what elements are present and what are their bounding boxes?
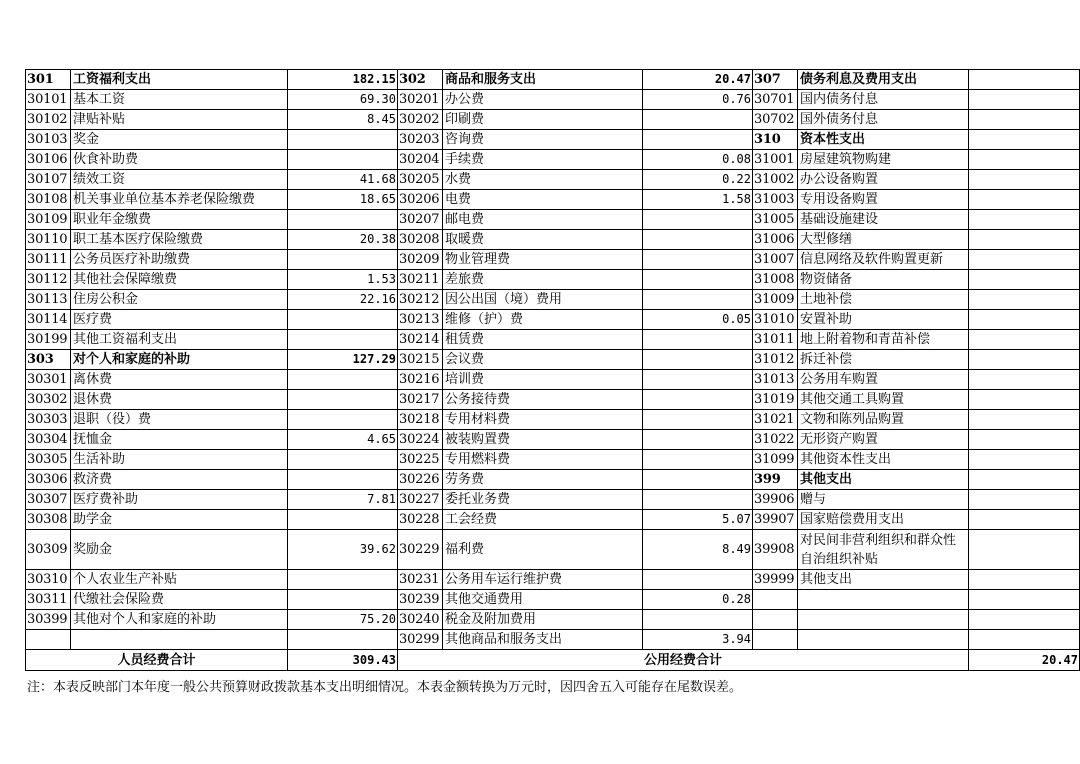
section-b-code: 30207 (398, 210, 443, 230)
section-a-amount (288, 570, 398, 590)
section-c-code: 30702 (753, 110, 798, 130)
section-b-amount (643, 390, 753, 410)
section-b-name: 咨询费 (443, 130, 643, 150)
section-a-name: 职工基本医疗保险缴费 (71, 230, 288, 250)
section-a-amount: 20.38 (288, 230, 398, 250)
section-a-amount: 41.68 (288, 170, 398, 190)
section-a-code: 30301 (26, 370, 71, 390)
table-row (26, 70, 1080, 90)
section-a-name: 奖金 (71, 130, 288, 150)
table-row (26, 90, 1080, 110)
section-a-code: 30308 (26, 510, 71, 530)
section-a-name: 救济费 (71, 470, 288, 490)
section-c-name: 拆迁补偿 (798, 350, 969, 370)
section-a-code: 30303 (26, 410, 71, 430)
table-row (26, 410, 1080, 430)
public-total-value: 20.47 (969, 650, 1080, 671)
section-b-name: 培训费 (443, 370, 643, 390)
section-c-code: 39906 (753, 490, 798, 510)
section-c-code: 31002 (753, 170, 798, 190)
section-b-name: 取暖费 (443, 230, 643, 250)
section-c-amount (969, 510, 1080, 530)
section-b-code: 30240 (398, 610, 443, 630)
section-c-name (798, 630, 969, 650)
section-b-code: 30203 (398, 130, 443, 150)
section-b-amount: 0.08 (643, 150, 753, 170)
section-c-code: 31011 (753, 330, 798, 350)
section-c-amount (969, 370, 1080, 390)
section-a-name: 机关事业单位基本养老保险缴费 (71, 190, 288, 210)
section-b-name: 邮电费 (443, 210, 643, 230)
totals-row (26, 650, 1080, 671)
section-a-amount (288, 390, 398, 410)
section-b-amount (643, 130, 753, 150)
section-c-name: 国家赔偿费用支出 (798, 510, 969, 530)
section-c-code: 399 (753, 470, 798, 490)
section-b-name: 其他交通费用 (443, 590, 643, 610)
section-a-amount (288, 130, 398, 150)
section-c-amount (969, 530, 1080, 570)
table-row (26, 450, 1080, 470)
section-b-name: 税金及附加费用 (443, 610, 643, 630)
section-a-name: 医疗费 (71, 310, 288, 330)
section-c-amount (969, 330, 1080, 350)
section-b-amount (643, 230, 753, 250)
table-row (26, 190, 1080, 210)
section-a-amount: 39.62 (288, 530, 398, 570)
section-b-amount: 0.05 (643, 310, 753, 330)
section-c-name (798, 610, 969, 630)
section-a-name: 伙食补助费 (71, 150, 288, 170)
section-c-amount (969, 290, 1080, 310)
section-b-name: 被装购置费 (443, 430, 643, 450)
section-a-code: 30108 (26, 190, 71, 210)
section-c-code: 307 (753, 70, 798, 90)
section-c-amount (969, 610, 1080, 630)
section-b-code: 30215 (398, 350, 443, 370)
section-a-name: 对个人和家庭的补助 (71, 350, 288, 370)
section-c-name: 文物和陈列品购置 (798, 410, 969, 430)
section-c-code: 39908 (753, 530, 798, 570)
section-b-name: 工会经费 (443, 510, 643, 530)
section-b-amount (643, 350, 753, 370)
section-b-name: 维修（护）费 (443, 310, 643, 330)
section-b-amount (643, 210, 753, 230)
section-a-amount (288, 150, 398, 170)
section-c-name: 国外债务付息 (798, 110, 969, 130)
section-b-name: 专用燃料费 (443, 450, 643, 470)
section-a-amount (288, 210, 398, 230)
section-a-code: 30106 (26, 150, 71, 170)
section-b-name: 劳务费 (443, 470, 643, 490)
section-c-amount (969, 490, 1080, 510)
section-c-code: 31003 (753, 190, 798, 210)
section-a-code: 30103 (26, 130, 71, 150)
section-b-name: 租赁费 (443, 330, 643, 350)
section-b-amount: 0.28 (643, 590, 753, 610)
section-c-name: 无形资产购置 (798, 430, 969, 450)
section-a-name: 助学金 (71, 510, 288, 530)
section-b-amount (643, 270, 753, 290)
section-b-code: 30231 (398, 570, 443, 590)
section-b-name: 物业管理费 (443, 250, 643, 270)
section-b-name: 水费 (443, 170, 643, 190)
section-c-name: 物资储备 (798, 270, 969, 290)
section-c-code: 30701 (753, 90, 798, 110)
section-a-code: 30399 (26, 610, 71, 630)
section-c-name: 安置补助 (798, 310, 969, 330)
section-a-code: 30305 (26, 450, 71, 470)
section-c-amount (969, 590, 1080, 610)
section-c-code: 31013 (753, 370, 798, 390)
section-a-amount: 127.29 (288, 350, 398, 370)
section-c-amount (969, 70, 1080, 90)
section-c-amount (969, 90, 1080, 110)
section-c-code (753, 610, 798, 630)
table-row (26, 350, 1080, 370)
section-c-code: 31019 (753, 390, 798, 410)
section-a-amount: 8.45 (288, 110, 398, 130)
section-c-code: 31006 (753, 230, 798, 250)
section-b-code: 30201 (398, 90, 443, 110)
section-a-code: 30113 (26, 290, 71, 310)
section-c-amount (969, 470, 1080, 490)
section-c-name: 信息网络及软件购置更新 (798, 250, 969, 270)
section-a-name: 退休费 (71, 390, 288, 410)
section-a-amount (288, 590, 398, 610)
section-b-code: 30229 (398, 530, 443, 570)
section-a-code: 30102 (26, 110, 71, 130)
section-b-name: 电费 (443, 190, 643, 210)
section-c-code: 31007 (753, 250, 798, 270)
section-a-code: 30304 (26, 430, 71, 450)
table-row (26, 610, 1080, 630)
section-c-code: 310 (753, 130, 798, 150)
section-b-amount (643, 410, 753, 430)
section-b-code: 302 (398, 70, 443, 90)
section-c-code: 39907 (753, 510, 798, 530)
section-c-name: 对民间非营利组织和群众性自治组织补贴 (798, 530, 969, 570)
section-b-amount (643, 470, 753, 490)
section-c-amount (969, 570, 1080, 590)
section-b-code: 30226 (398, 470, 443, 490)
table-row (26, 250, 1080, 270)
section-a-code: 30107 (26, 170, 71, 190)
section-c-name: 房屋建筑物购建 (798, 150, 969, 170)
section-a-amount (288, 250, 398, 270)
table-row (26, 290, 1080, 310)
section-a-code: 30110 (26, 230, 71, 250)
section-c-code: 39999 (753, 570, 798, 590)
section-b-code: 30227 (398, 490, 443, 510)
section-b-amount (643, 490, 753, 510)
table-row (26, 390, 1080, 410)
section-a-name: 生活补助 (71, 450, 288, 470)
section-a-amount (288, 370, 398, 390)
table-footnote: 注：本表反映部门本年度一般公共预算财政拨款基本支出明细情况。本表金额转换为万元时，因四舍五入可能存在尾数误差。 (27, 680, 743, 695)
section-c-amount (969, 250, 1080, 270)
section-b-code: 30206 (398, 190, 443, 210)
section-c-name: 国内债务付息 (798, 90, 969, 110)
table-row (26, 130, 1080, 150)
section-a-code: 30310 (26, 570, 71, 590)
section-a-name: 其他对个人和家庭的补助 (71, 610, 288, 630)
section-b-code: 30225 (398, 450, 443, 470)
section-a-amount: 22.16 (288, 290, 398, 310)
section-c-code (753, 590, 798, 610)
section-b-amount: 5.07 (643, 510, 753, 530)
section-b-amount (643, 330, 753, 350)
section-a-amount: 18.65 (288, 190, 398, 210)
section-b-name: 手续费 (443, 150, 643, 170)
section-b-name: 商品和服务支出 (443, 70, 643, 90)
section-b-name: 委托业务费 (443, 490, 643, 510)
section-a-code: 30109 (26, 210, 71, 230)
section-a-name (71, 630, 288, 650)
section-a-amount: 7.81 (288, 490, 398, 510)
section-b-amount (643, 610, 753, 630)
section-c-amount (969, 310, 1080, 330)
section-b-code: 30224 (398, 430, 443, 450)
section-b-amount (643, 450, 753, 470)
section-b-amount (643, 370, 753, 390)
section-a-amount (288, 630, 398, 650)
table-row (26, 370, 1080, 390)
section-c-amount (969, 630, 1080, 650)
section-a-name: 代缴社会保险费 (71, 590, 288, 610)
table-row (26, 470, 1080, 490)
section-a-code: 30112 (26, 270, 71, 290)
section-a-name: 抚恤金 (71, 430, 288, 450)
section-a-code: 30311 (26, 590, 71, 610)
section-b-name: 公务用车运行维护费 (443, 570, 643, 590)
section-c-amount (969, 270, 1080, 290)
section-b-name: 差旅费 (443, 270, 643, 290)
section-b-code: 30216 (398, 370, 443, 390)
table-row (26, 490, 1080, 510)
section-a-amount: 1.53 (288, 270, 398, 290)
section-c-name: 资本性支出 (798, 130, 969, 150)
section-c-code: 31021 (753, 410, 798, 430)
section-c-amount (969, 170, 1080, 190)
section-c-code: 31001 (753, 150, 798, 170)
table-row (26, 310, 1080, 330)
section-a-code: 303 (26, 350, 71, 370)
table-row (26, 270, 1080, 290)
table-row (26, 170, 1080, 190)
section-a-code: 30302 (26, 390, 71, 410)
section-a-amount (288, 450, 398, 470)
table-row (26, 510, 1080, 530)
section-a-name: 基本工资 (71, 90, 288, 110)
section-c-amount (969, 130, 1080, 150)
section-c-amount (969, 350, 1080, 370)
section-c-name (798, 590, 969, 610)
section-c-name: 土地补偿 (798, 290, 969, 310)
section-c-name: 地上附着物和青苗补偿 (798, 330, 969, 350)
table-row (26, 630, 1080, 650)
section-c-code: 31022 (753, 430, 798, 450)
section-c-amount (969, 210, 1080, 230)
section-c-code: 31099 (753, 450, 798, 470)
section-a-name: 绩效工资 (71, 170, 288, 190)
section-a-name: 公务员医疗补助缴费 (71, 250, 288, 270)
section-a-name: 个人农业生产补贴 (71, 570, 288, 590)
section-a-name: 职业年金缴费 (71, 210, 288, 230)
section-b-name: 会议费 (443, 350, 643, 370)
section-c-code: 31012 (753, 350, 798, 370)
section-c-amount (969, 110, 1080, 130)
section-a-name: 离休费 (71, 370, 288, 390)
section-b-name: 印刷费 (443, 110, 643, 130)
section-a-name: 其他工资福利支出 (71, 330, 288, 350)
table-row (26, 570, 1080, 590)
section-b-amount: 3.94 (643, 630, 753, 650)
basic-expenditure-table (25, 69, 1080, 671)
section-c-name: 其他支出 (798, 470, 969, 490)
section-b-amount: 0.76 (643, 90, 753, 110)
section-b-amount (643, 250, 753, 270)
section-a-amount: 4.65 (288, 430, 398, 450)
table-row (26, 110, 1080, 130)
section-a-name: 住房公积金 (71, 290, 288, 310)
section-a-code: 30114 (26, 310, 71, 330)
table-row (26, 210, 1080, 230)
section-c-amount (969, 450, 1080, 470)
section-a-code: 301 (26, 70, 71, 90)
section-b-name: 其他商品和服务支出 (443, 630, 643, 650)
personnel-total-label: 人员经费合计 (26, 650, 288, 671)
section-b-code: 30204 (398, 150, 443, 170)
table-row (26, 530, 1080, 570)
section-a-name: 退职（役）费 (71, 410, 288, 430)
section-b-amount (643, 290, 753, 310)
section-a-name: 工资福利支出 (71, 70, 288, 90)
section-a-name: 其他社会保障缴费 (71, 270, 288, 290)
section-b-code: 30213 (398, 310, 443, 330)
section-c-amount (969, 150, 1080, 170)
section-c-code: 31010 (753, 310, 798, 330)
section-c-name: 其他交通工具购置 (798, 390, 969, 410)
section-b-amount (643, 110, 753, 130)
section-c-amount (969, 230, 1080, 250)
personnel-total-value: 309.43 (288, 650, 398, 671)
section-c-name: 债务利息及费用支出 (798, 70, 969, 90)
section-c-amount (969, 410, 1080, 430)
section-b-code: 30212 (398, 290, 443, 310)
section-b-amount (643, 430, 753, 450)
table-row (26, 430, 1080, 450)
section-a-name: 医疗费补助 (71, 490, 288, 510)
section-c-amount (969, 430, 1080, 450)
section-b-code: 30218 (398, 410, 443, 430)
section-c-code: 31005 (753, 210, 798, 230)
section-a-name: 津贴补贴 (71, 110, 288, 130)
section-a-name: 奖励金 (71, 530, 288, 570)
section-a-amount: 182.15 (288, 70, 398, 90)
section-c-amount (969, 190, 1080, 210)
section-b-code: 30209 (398, 250, 443, 270)
section-c-name: 大型修缮 (798, 230, 969, 250)
section-a-code: 30309 (26, 530, 71, 570)
section-b-code: 30214 (398, 330, 443, 350)
section-a-amount (288, 470, 398, 490)
section-c-name: 其他支出 (798, 570, 969, 590)
section-b-code: 30208 (398, 230, 443, 250)
table-row (26, 590, 1080, 610)
section-a-amount (288, 310, 398, 330)
section-c-name: 赠与 (798, 490, 969, 510)
section-b-amount: 20.47 (643, 70, 753, 90)
section-b-code: 30202 (398, 110, 443, 130)
section-a-code: 30306 (26, 470, 71, 490)
section-b-code: 30205 (398, 170, 443, 190)
section-c-name: 公务用车购置 (798, 370, 969, 390)
section-b-name: 办公费 (443, 90, 643, 110)
section-b-code: 30211 (398, 270, 443, 290)
section-c-name: 基础设施建设 (798, 210, 969, 230)
section-b-code: 30239 (398, 590, 443, 610)
section-b-amount (643, 570, 753, 590)
table-row (26, 230, 1080, 250)
section-b-name: 福利费 (443, 530, 643, 570)
section-a-code: 30307 (26, 490, 71, 510)
section-c-name: 办公设备购置 (798, 170, 969, 190)
section-a-amount (288, 510, 398, 530)
table-body (26, 70, 1080, 650)
section-a-code: 30111 (26, 250, 71, 270)
section-b-code: 30217 (398, 390, 443, 410)
section-b-amount: 0.22 (643, 170, 753, 190)
public-total-label: 公用经费合计 (398, 650, 969, 671)
section-b-name: 公务接待费 (443, 390, 643, 410)
section-a-code (26, 630, 71, 650)
section-c-name: 其他资本性支出 (798, 450, 969, 470)
table-row (26, 330, 1080, 350)
section-b-amount: 8.49 (643, 530, 753, 570)
section-b-name: 专用材料费 (443, 410, 643, 430)
section-a-amount: 69.30 (288, 90, 398, 110)
section-a-amount: 75.20 (288, 610, 398, 630)
section-b-name: 因公出国（境）费用 (443, 290, 643, 310)
section-c-code: 31008 (753, 270, 798, 290)
section-c-code (753, 630, 798, 650)
section-b-code: 30299 (398, 630, 443, 650)
section-c-amount (969, 390, 1080, 410)
section-a-code: 30199 (26, 330, 71, 350)
section-a-amount (288, 330, 398, 350)
section-a-amount (288, 410, 398, 430)
section-b-code: 30228 (398, 510, 443, 530)
section-c-code: 31009 (753, 290, 798, 310)
section-b-amount: 1.58 (643, 190, 753, 210)
section-a-code: 30101 (26, 90, 71, 110)
section-c-name: 专用设备购置 (798, 190, 969, 210)
table-row (26, 150, 1080, 170)
